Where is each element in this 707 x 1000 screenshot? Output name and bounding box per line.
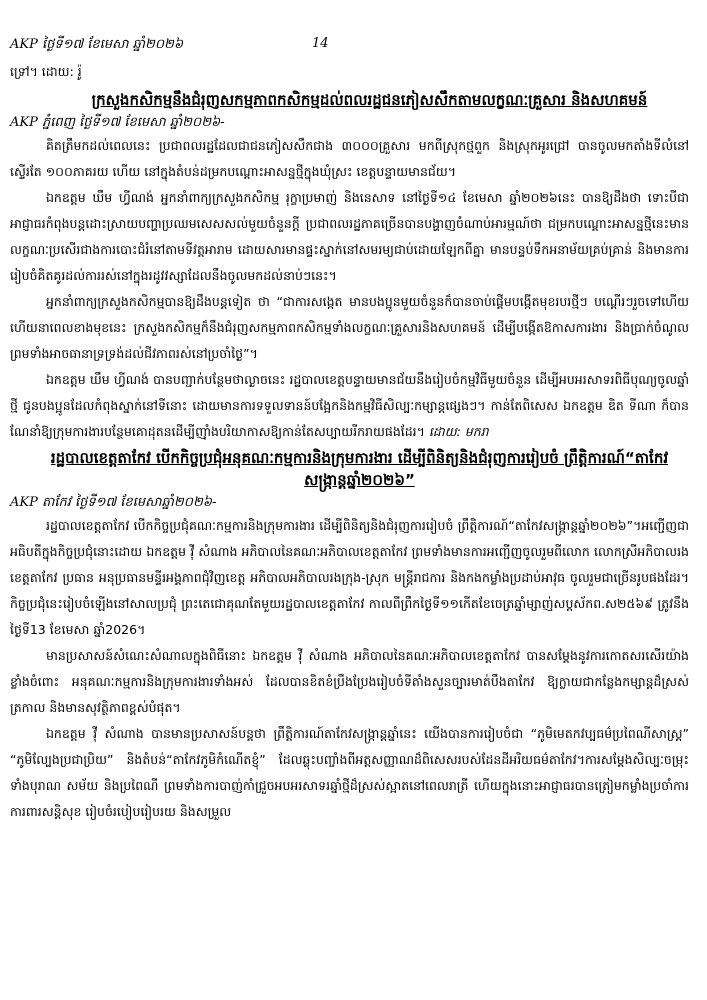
article1-paragraph: ឯកឧត្តម ឃឹម ហ្វីណង់ អ្នកនាំពាក្យក្រសួងកសិកម្ម រុក្ខាប្រមាញ់ និងនេសាទ នៅថ្ងៃទី១៤ ខែមេសា ឆ្នាំ២០២៦នេះ បានឱ្យដឹងថា ទោះបីជាអាជ្ញាធរកំពុងបន្តដោះស្រាយបញ្ហាប្រឈមសេសសល់មួយចំនួនក្តី ប្រជាពលរដ្ឋភាគច្រើនបានបង្ហាញចំណាប់អារម្មណ៍ថា ជម្រកបណ្ដោះអាសន្នថ្មីនេះមានលក្ខណៈប្រសើរជាងការបោះជំរំនៅតាមទីវត្តអារាម ដោយសារមានផ្ទះស្នាក់នៅសមរម្យជាប់ដោយឡែកពីគ្នា មានបន្ទប់ទឹកអនាម័យគ្រប់គ្រាន់ និងមានការរៀបចំគិតគូរដល់ការរស់នៅក្នុងរដូវវស្សាដែលនឹងចូលមកដល់នាប់ៗនេះ។	[10, 190, 689, 283]
article1-paragraph-text: ឯកឧត្តម ឃឹម ហ្វីណង់ បានបញ្ជាក់បន្ថែមថាល្ងាចនេះ រដ្ឋបាលខេត្តបន្ទាយមានជ័យនឹងរៀបចំកម្មវិធីមួយចំនួន ដើម្បីអបអរសាទរពិធីបុណ្យចូលឆ្នាំថ្មី ជូនបងប្អូនដែលកំពុងស្នាក់នៅទីនោះ ដោយមានការទទួលទានន៍បង្អែកនិងកម្មវិធីសិល្បៈកម្សាន្តផ្សេងៗ។ កាន់តែពិសេស ឯកឧត្តម ឌិត ទីណា ក៏បានណែនាំឱ្យក្រុមការងារបន្ថែមគោដុតនដើម្បីញ៉ាំងបរិយាកាសឱ្យកាន់តែសប្បាយរីករាយផងដែរ។	[10, 372, 689, 439]
page-number: 14	[312, 36, 329, 51]
article1-paragraph-last	[10, 367, 689, 445]
article1-dateline: AKP ភ្នំពេញ ថ្ងៃទី១៧ ខែមេសា ឆ្នាំ២០២៦-	[10, 115, 225, 130]
article2-paragraph: ឯកឧត្តម វ៉ី សំណាង បានមានប្រសាសន៍បន្តថា ព្រឹត្តិការណ៍តាកែវសង្ក្រាន្តឆ្នាំនេះ យើងបានការរៀបចំជា “ភូមិមេតកវប្បធម៌ប្រពៃណីសាស្ត្រ” “ភូមិល្បែងប្រជាប្រិយ” និងតំបន់“តាកែវភូមិកំណើតខ្ញុំ” ដែលឆ្លុះបញ្ចាំងពីអត្តសញ្ញាណដ៏ពិសេសរបស់ដែនដីអរិយធម៌តាកែវ។ការសម្តែងសិល្បៈចម្រុះទាំងបុរាណ សម័យ និងប្រពៃណី ព្រមទាំងការបាញ់កាំជ្រួចអបអរសាទរឆ្នាំថ្មីដ៏ស្រស់ស្អាតនៅពេលរាត្រី ហើយក្នុងនោះអាជ្ញាធរបានត្រៀមកម្លាំងប្រចាំការការពារសន្តិសុខ រៀបចំរបៀបរៀបរយ និងសម្រួល	[10, 726, 689, 819]
article1-paragraph: គិតត្រឹមកដល់ពេលនេះ ប្រជាពលរដ្ឋដែលជាជនភៀសសឹកជាង ៣០០០គ្រួសារ មកពីស្រុកថ្មពួក និងស្រុកអូរជ្រៅ បានចូលមកតាំងទីលំនៅស្ទើរតែ ១០០ភាគរយ ហើយ នៅក្នុងតំបន់ដម្រកបណ្តោះអាសន្នថ្មីក្នុងឃុំស្រះ ខេត្តបន្ទាយមានជ័យ។	[10, 138, 689, 179]
article1-signature: ដោយ: មករា	[428, 424, 489, 439]
page-header	[10, 36, 689, 58]
article2-title: រដ្ឋបាលខេត្តតាកែវ បើកកិច្ចប្រជុំអនុគណៈកម្មការនិងក្រុមការងារ ដើម្បីពិនិត្យនិងជំរុញការរៀបចំ ព្រឹត្តិការណ៍“តាកែវសង្ក្រាន្តឆ្នាំ២០២៦”	[50, 449, 669, 489]
header-date: AKP ថ្ងៃទី១៧ ខែមេសា ឆ្នាំ២០២៦	[10, 37, 184, 52]
article2-paragraph: មានប្រសាសន៍សំណេះសំណាលក្នុងពិធីនោះ ឯកឧត្តម វ៉ី សំណាង អភិបាលនៃគណៈអភិបាលខេត្តតាកែវ បានសម្តែងនូវការកោតសរសើរយ៉ាងខ្លាំងចំពោះ អនុគណៈកម្មការនិងក្រុមការងារទាំងអស់ ដែលបានខិតខំប្រឹងប្រែងរៀបចំទីតាំងសួនច្បារមាត់បឹងតាកែវ ឱ្យក្លាយជាកន្លែងកម្សាន្តដ៏ស្រស់ត្រកាល និងមានសុវត្ថិភាពខ្ពស់បំផុត។	[10, 648, 689, 715]
article2-paragraph: រដ្ឋបាលខេត្តតាកែវ បើកកិច្ចប្រជុំគណៈកម្មការនិងក្រុមការងារ ដើម្បីពិនិត្យនិងជំរុញការរៀបចំ ព្រឹត្តិការណ៍“តាកែវសង្ក្រាន្តឆ្នាំ២០២៦”។អញ្ជើញជាអធិបតីក្នុងកិច្ចប្រជុំនោះដោយ ឯកឧត្តម វ៉ី សំណាង អភិបាលនៃគណៈអភិបាលខេត្តតាកែវ ព្រមទាំងមានការអញ្ជើញចូលរួមពីលោក លោកស្រីអភិបាលរងខេត្តតាកែវ ប្រធាន អនុប្រធានមន្ទីរអង្គភាពជុំវិញខេត្ត អភិបាលអភិបាលរងក្រុង-ស្រុក មន្ត្រីរាជការ និងកងកម្លាំងប្រដាប់អាវុធ ចូលរួមជាច្រើនរូបផងដែរ។កិច្ចប្រជុំនេះរៀបចំឡើងនៅសាលប្រជុំ ព្រះតេជោគុណតែមួយរដ្ឋបាលខេត្តតាកែវ កាលពីព្រឹកថ្ងៃទី១១កើតខែចេត្រឆ្នាំម្សាញ់សប្តស័កព.ស២៥៦៩ ត្រូវនឹងថ្ងៃទី13 ខែមេសា ឆ្នាំ2026។	[10, 518, 689, 637]
article1-title: ក្រសួងកសិកម្មនឹងជំរុញសកម្មភាពកសិកម្មដល់ពលរដ្ឋជនភៀសសឹកតាមលក្ខណៈគ្រួសារ និងសហគមន៍	[91, 91, 648, 109]
article2-dateline: AKP តាកែវ ថ្ងៃទី១៧ ខែមេសាឆ្នាំ២០២៦-	[10, 495, 217, 510]
previous-article-byline: ទ្រៅ។ ដោយ: រ៉ូ	[10, 64, 82, 79]
article1-paragraph: អ្នកនាំពាក្យក្រសួងកសិកម្មបានឱ្យដឹងបន្តទៀត ថា “ជាការសង្កេត មានបងប្អូនមួយចំនួនក៏បានចាប់ផ្តើមបង្កើតមុខរបរថ្មីៗ បណ្តើរៗរួចទៅហើយ ហើយនាពេលខាងមុខនេះ ក្រសួងកសិកម្មក៏នឹងជំរុញសកម្មភាពកសិកម្មទាំងលក្ខណៈគ្រួសារនិងសហគមន៍ ដើម្បីបង្កើតឱកាសការងារ និងប្រាក់ចំណូល ព្រមទាំងអាចធានាទ្រទ្រង់ដល់ជីវភាពរស់នៅប្រចាំថ្ងៃ”។	[10, 294, 689, 361]
